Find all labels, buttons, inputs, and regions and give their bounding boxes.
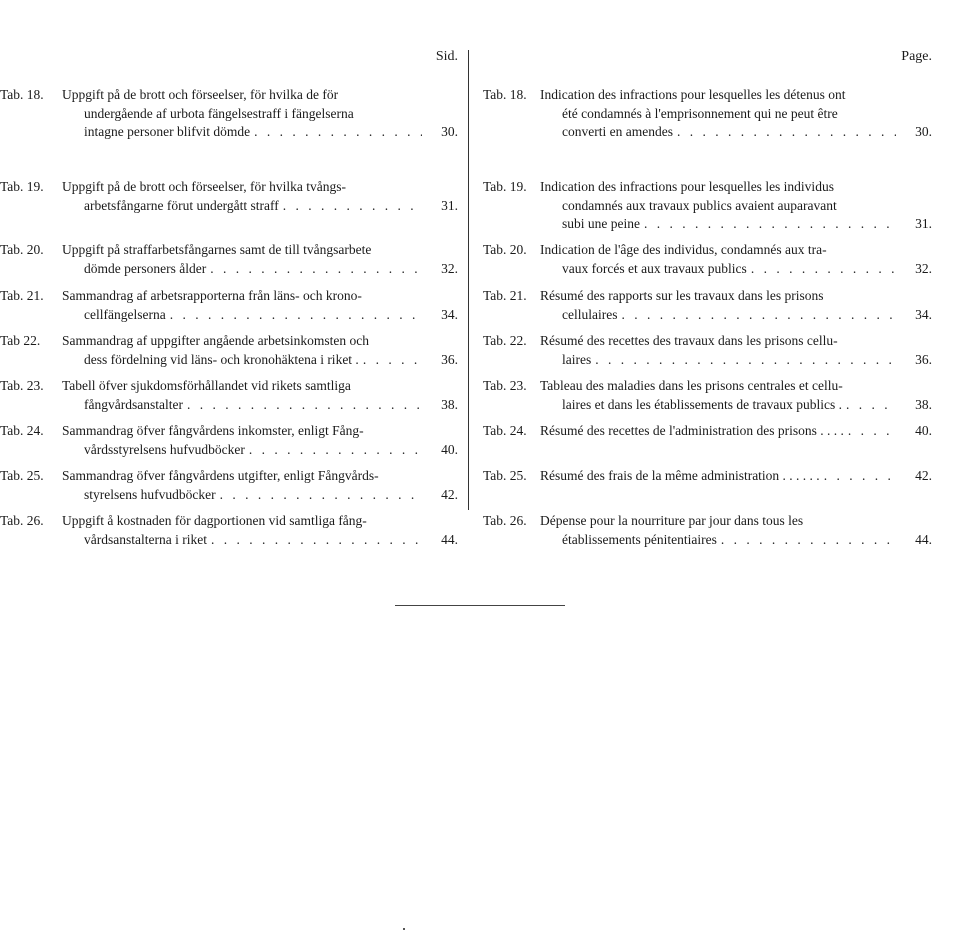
entry-title-text: établissements pénitentiaires xyxy=(562,531,717,547)
entry-title-text: Sammandrag af uppgifter angående arbetsinkomsten och xyxy=(62,333,370,348)
entry-title-line xyxy=(62,123,422,142)
page-number: 30. xyxy=(441,124,458,139)
dot-leader xyxy=(595,351,896,370)
dot-leader xyxy=(846,396,896,415)
entry-title-line xyxy=(62,86,422,105)
table-number: Tab. 22. xyxy=(483,333,527,348)
page-number: 42. xyxy=(441,486,458,502)
entry-title-text: Indication de l'âge des individus, condamnés aux tra- xyxy=(540,242,827,257)
table-number: Tab. 26. xyxy=(0,513,44,528)
table-number: Tab. 19. xyxy=(483,179,527,194)
dot-leader xyxy=(254,123,422,142)
entry-title-line xyxy=(62,197,422,216)
entry-title-text: cellulaires xyxy=(562,306,618,322)
entry-title-text: Sammandrag af arbetsrapporterna från läns- och krono- xyxy=(62,288,362,303)
table-number: Tab. 25. xyxy=(483,468,527,483)
toc-entry xyxy=(478,178,936,234)
table-number: Tab. 20. xyxy=(0,242,44,257)
toc-entry xyxy=(478,287,936,324)
entry-title xyxy=(540,241,896,278)
table-number: Tab. 23. xyxy=(483,378,527,393)
entry-title xyxy=(62,332,422,369)
table-number: Tab. 25. xyxy=(0,468,44,483)
entry-title-line xyxy=(540,467,896,486)
french-toc-column xyxy=(478,48,936,547)
page-number: 44. xyxy=(915,531,932,547)
entry-title-line xyxy=(62,396,422,415)
entry-title-text: Tabell öfver sjukdomsförhållandet vid rikets samtliga xyxy=(62,378,351,393)
swedish-toc-column xyxy=(0,48,462,547)
entry-title-text: fångvårdsanstalter xyxy=(84,396,183,412)
entry-title-line xyxy=(540,332,896,351)
entry-title-line xyxy=(62,287,422,306)
entry-title-line xyxy=(540,86,896,105)
entry-title-line xyxy=(62,422,422,441)
toc-entry xyxy=(0,86,462,142)
page-number: 36. xyxy=(915,351,932,367)
entry-title xyxy=(62,422,422,459)
entry-title-line xyxy=(540,241,896,260)
entry-title-line xyxy=(540,197,896,216)
page-number: 30. xyxy=(915,124,932,139)
entry-title xyxy=(62,178,422,215)
toc-entry xyxy=(478,377,936,414)
entry-title-line xyxy=(62,306,422,325)
page-number: 34. xyxy=(915,306,932,322)
table-number: Tab. 23. xyxy=(0,378,44,393)
entry-title xyxy=(540,512,896,549)
toc-entry xyxy=(0,467,462,504)
page-number: 31. xyxy=(441,197,458,213)
paper-speck xyxy=(403,928,405,930)
toc-entry xyxy=(0,287,462,324)
entry-title-text: vårdsstyrelsens hufvudböcker xyxy=(84,441,245,457)
entry-title-line xyxy=(62,467,422,486)
entry-title-line xyxy=(62,531,422,550)
entry-title-line xyxy=(540,422,896,441)
entry-title-line xyxy=(62,512,422,531)
entry-title-line xyxy=(540,306,896,325)
dot-leader xyxy=(621,306,896,325)
entry-title-line xyxy=(62,178,422,197)
toc-entry xyxy=(478,422,936,441)
entry-title-text: Uppgift på de brott och förseelser, för hvilka tvångs- xyxy=(62,179,347,194)
entry-title-text: Indication des infractions pour lesquelles les détenus ont xyxy=(540,87,846,102)
french-page-header: Page. xyxy=(901,49,932,64)
entry-title-line xyxy=(540,260,896,279)
entry-title-text: Résumé des recettes des travaux dans les prisons cellu- xyxy=(540,333,838,348)
entry-title-text: laires et dans les établissements de travaux publics . xyxy=(562,396,843,412)
entry-title-text: undergående af urbota fängelsestraff i fängelserna xyxy=(84,105,354,121)
entry-title xyxy=(540,377,896,414)
dot-leader xyxy=(283,197,422,216)
entry-title-line xyxy=(540,178,896,197)
entry-title-line xyxy=(540,377,896,396)
page-number: 36. xyxy=(441,351,458,367)
toc-entry xyxy=(0,377,462,414)
swedish-page-header: Sid. xyxy=(435,49,458,64)
entry-title-line xyxy=(62,260,422,279)
entry-title-text: cellfängelserna xyxy=(84,306,166,322)
page-number: 32. xyxy=(915,260,932,276)
dot-leader xyxy=(220,486,422,505)
entry-title xyxy=(62,467,422,504)
page-number: 34. xyxy=(441,306,458,322)
entry-title-text: styrelsens hufvudböcker xyxy=(84,486,216,502)
page-number: 32. xyxy=(441,260,458,276)
table-number: Tab. 26. xyxy=(483,513,527,528)
dot-leader xyxy=(848,422,896,441)
entry-title xyxy=(540,86,896,142)
dot-leader xyxy=(249,441,422,460)
dot-leader xyxy=(211,531,422,550)
entry-title-line xyxy=(540,512,896,531)
toc-entry xyxy=(478,512,936,549)
entry-title xyxy=(540,287,896,324)
dot-leader xyxy=(644,215,896,234)
toc-entry xyxy=(478,332,936,369)
column-divider xyxy=(468,50,469,510)
entry-title-text: Résumé des recettes de l'administration des prisons . . . . xyxy=(540,423,844,438)
entry-title-line xyxy=(540,123,896,142)
entry-title-text: Sammandrag öfver fångvårdens inkomster, enligt Fång- xyxy=(62,423,364,438)
toc-entry xyxy=(0,241,462,278)
entry-title-text: vaux forcés et aux travaux publics xyxy=(562,260,747,276)
entry-title-text: Résumé des frais de la même administration . . . . . . xyxy=(540,468,820,483)
table-number: Tab. 20. xyxy=(483,242,527,257)
page-number: 44. xyxy=(441,531,458,547)
entry-title-text: été condamnés à l'emprisonnement qui ne peut être xyxy=(562,105,838,121)
dot-leader xyxy=(187,396,422,415)
entry-title-text: Uppgift på de brott och förseelser, för hvilka de för xyxy=(62,87,339,102)
page-number: 40. xyxy=(441,441,458,457)
page-number: 31. xyxy=(915,216,932,231)
ornamental-rule xyxy=(395,605,565,606)
table-number: Tab. 18. xyxy=(0,87,44,102)
page-number: 38. xyxy=(915,396,932,412)
entry-title-line xyxy=(540,287,896,306)
entry-title-text: arbetsfångarne förut undergått straff xyxy=(84,197,279,213)
toc-entry xyxy=(478,86,936,142)
dot-leader xyxy=(824,467,896,486)
table-number: Tab. 24. xyxy=(0,423,44,438)
entry-title xyxy=(62,377,422,414)
toc-entry xyxy=(0,332,462,369)
page-number: 38. xyxy=(441,396,458,412)
page-number: 42. xyxy=(915,468,932,483)
entry-title-text: Résumé des rapports sur les travaux dans les prisons xyxy=(540,288,824,303)
entry-title xyxy=(62,512,422,549)
entry-title-text: condamnés aux travaux publics avaient auparavant xyxy=(562,197,837,213)
entry-title xyxy=(62,86,422,142)
dot-leader xyxy=(677,123,896,142)
entry-title-line xyxy=(540,215,896,234)
toc-entry xyxy=(0,422,462,459)
table-number: Tab. 18. xyxy=(483,87,527,102)
entry-title-line xyxy=(540,105,896,124)
toc-entry xyxy=(0,512,462,549)
entry-title-line xyxy=(62,377,422,396)
entry-title-line xyxy=(540,351,896,370)
entry-title xyxy=(540,422,896,441)
toc-entry xyxy=(0,178,462,215)
entry-title-text: laires xyxy=(562,351,592,367)
entry-title xyxy=(540,178,896,234)
entry-title-line xyxy=(62,105,422,124)
entry-title-text: Indication des infractions pour lesquelles les individus xyxy=(540,179,834,194)
entry-title-text: Tableau des maladies dans les prisons centrales et cellu- xyxy=(540,378,843,393)
table-number: Tab 22. xyxy=(0,333,41,348)
entry-title xyxy=(540,332,896,369)
entry-title-text: intagne personer blifvit dömde xyxy=(84,124,251,139)
table-number: Tab. 21. xyxy=(0,288,44,303)
table-number: Tab. 24. xyxy=(483,423,527,438)
entry-title-text: dömde personers ålder xyxy=(84,260,207,276)
dot-leader xyxy=(210,260,422,279)
entry-title-text: Sammandrag öfver fångvårdens utgifter, enligt Fångvårds- xyxy=(62,468,379,483)
toc-entry xyxy=(478,241,936,278)
toc-entry xyxy=(478,467,936,486)
entry-title xyxy=(62,241,422,278)
entry-title-text: subi une peine xyxy=(562,216,640,231)
dot-leader xyxy=(363,351,422,370)
page-number: 40. xyxy=(915,423,932,438)
entry-title-line xyxy=(62,351,422,370)
entry-title-text: Uppgift på straffarbetsfångarnes samt de till tvångsarbete xyxy=(62,242,372,257)
dot-leader xyxy=(721,531,896,550)
entry-title-text: Uppgift å kostnaden för dagportionen vid samtliga fång- xyxy=(62,513,367,528)
entry-title-line xyxy=(62,441,422,460)
entry-title-text: Dépense pour la nourriture par jour dans tous les xyxy=(540,513,804,528)
entry-title-text: converti en amendes xyxy=(562,124,673,139)
entry-title xyxy=(62,287,422,324)
dot-leader xyxy=(170,306,422,325)
entry-title-line xyxy=(540,531,896,550)
entry-title-text: dess fördelning vid läns- och kronohäktena i riket . xyxy=(84,351,359,367)
entry-title-text: vårdsanstalterna i riket xyxy=(84,531,207,547)
entry-title-line xyxy=(62,332,422,351)
table-number: Tab. 21. xyxy=(483,288,527,303)
table-number: Tab. 19. xyxy=(0,179,44,194)
dot-leader xyxy=(751,260,896,279)
entry-title xyxy=(540,467,896,486)
entry-title-line xyxy=(62,486,422,505)
entry-title-line xyxy=(540,396,896,415)
entry-title-line xyxy=(62,241,422,260)
